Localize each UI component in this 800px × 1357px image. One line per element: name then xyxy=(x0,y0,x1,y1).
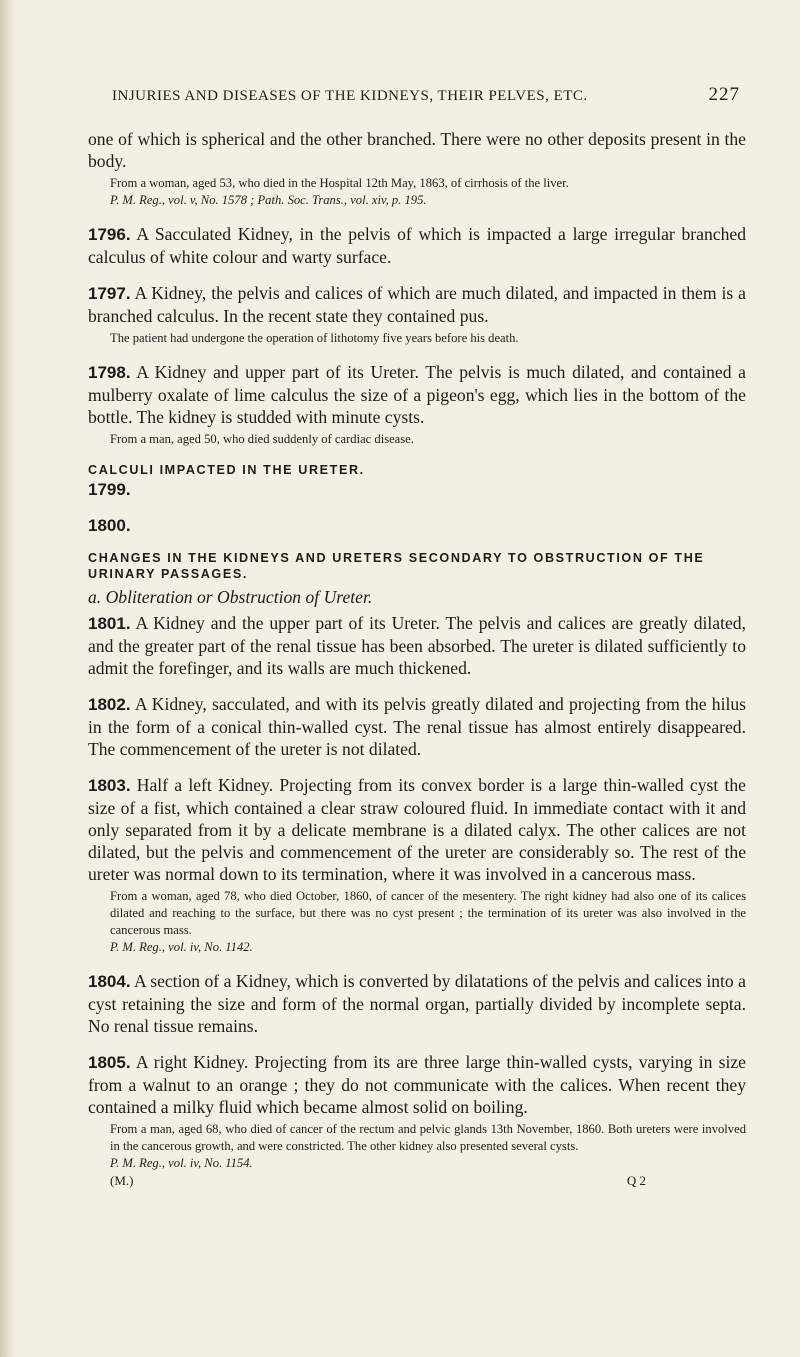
entry-number: 1805. xyxy=(88,1053,131,1072)
entry-1800-number: 1800. xyxy=(88,516,131,535)
entry-1804 xyxy=(88,970,746,1037)
entry-number: 1798. xyxy=(88,363,131,382)
intro-note xyxy=(88,175,746,209)
running-title: INJURIES AND DISEASES OF THE KIDNEYS, THEIR PELVES, ETC. xyxy=(112,88,588,104)
entry-note-reference: P. M. Reg., vol. iv, No. 1154. xyxy=(110,1156,253,1170)
entry-number: 1802. xyxy=(88,695,131,714)
entry-text: A right Kidney. Projecting from its are three large thin-walled cysts, varying in size from a walnut to an orange ; they do not communicate with the calices. When recent they contained a milky fluid which became almost solid on boiling. xyxy=(88,1052,746,1117)
entry-1798 xyxy=(88,361,746,448)
section-heading-calculi: CALCULI IMPACTED IN THE URETER. xyxy=(88,463,365,477)
page-number: 227 xyxy=(708,84,740,105)
entry-note-text: From a woman, aged 78, who died October, 1860, of cancer of the mesentery. The right kidney had also one of its calices dilated and reaching to the surface, but there was no cyst present ; the termination of its ureter was also involved in the cancerous mass. xyxy=(110,889,746,937)
signature-line xyxy=(88,1173,746,1189)
entry-1803 xyxy=(88,774,746,956)
entry-note: From a man, aged 50, who died suddenly of cardiac disease. xyxy=(110,432,414,446)
signature-mark: (M.) xyxy=(110,1173,134,1188)
entry-note-reference: P. M. Reg., vol. iv, No. 1142. xyxy=(110,940,253,954)
intro-note-reference: P. M. Reg., vol. v, No. 1578 ; Path. Soc. Trans., vol. xiv, p. 195. xyxy=(110,193,427,207)
entry-text: A Kidney and upper part of its Ureter. The pelvis is much dilated, and contained a mulberry oxalate of lime calculus the size of a pigeon's egg, which lies in the bottom of the bottle. The kidney is studded with minute cysts. xyxy=(88,362,746,427)
entry-1801 xyxy=(88,612,746,679)
intro-paragraph: one of which is spherical and the other branched. There were no other deposits present in the body. xyxy=(88,129,746,171)
entry-number: 1797. xyxy=(88,284,131,303)
section-heading-changes: CHANGES IN THE KIDNEYS AND URETERS SECONDARY TO OBSTRUCTION OF THE URINARY PASSAGES. xyxy=(88,551,705,581)
entry-1805 xyxy=(88,1051,746,1189)
intro-note-text: From a woman, aged 53, who died in the Hospital 12th May, 1863, of cirrhosis of the liver. xyxy=(110,176,569,190)
entry-number: 1796. xyxy=(88,225,131,244)
entry-note xyxy=(88,888,746,956)
entry-note-text: From a man, aged 68, who died of cancer of the rectum and pelvic glands 13th November, 1860. Both ureters were involved in the cancerous growth, and were constricted. The other kidney also presented several cysts. xyxy=(110,1122,746,1153)
entry-1802 xyxy=(88,693,746,760)
signature-gathering: Q 2 xyxy=(626,1173,646,1188)
entry-text: Half a left Kidney. Projecting from its convex border is a large thin-walled cyst the size of a fist, which contained a clear straw coloured fluid. In immediate contact with it and only separated from it by a delicate membrane is a dilated calyx. The other calices are not dilated, but the pelvis and commencement of the ureter are considerably so. The rest of the ureter was normal down to its termination, where it was involved in a cancerous mass. xyxy=(88,775,746,884)
entry-number: 1804. xyxy=(88,972,131,991)
running-header xyxy=(112,84,740,106)
page-body xyxy=(88,128,746,1189)
entry-1797 xyxy=(88,282,746,347)
entry-note: The patient had undergone the operation of lithotomy five years before his death. xyxy=(110,331,519,345)
entry-number: 1801. xyxy=(88,614,131,633)
entry-1796 xyxy=(88,223,746,268)
entry-text: A Kidney, sacculated, and with its pelvis greatly dilated and projecting from the hilus in the form of a conical thin-walled cyst. The renal tissue has almost entirely disappeared. The commencement of the ureter is not dilated. xyxy=(88,694,746,759)
page-spine-shadow xyxy=(0,0,16,1357)
entry-text: A Kidney and the upper part of its Ureter. The pelvis and calices are greatly dilated, and the greater part of the renal tissue has been absorbed. The ureter is dilated sufficiently to admit the forefinger, and its walls are much thickened. xyxy=(88,613,746,678)
entry-number: 1803. xyxy=(88,776,131,795)
entry-text: A Kidney, the pelvis and calices of which are much dilated, and impacted in them is a branched calculus. In the recent state they contained pus. xyxy=(88,283,746,326)
subsection-heading: a. Obliteration or Obstruction of Ureter. xyxy=(88,587,373,607)
entry-text: A section of a Kidney, which is converted by dilatations of the pelvis and calices into a cyst retaining the size and form of the normal organ, partially divided by incomplete septa. No renal tissue remains. xyxy=(88,971,746,1036)
entry-note xyxy=(88,1121,746,1172)
entry-text: A Sacculated Kidney, in the pelvis of which is impacted a large irregular branched calculus of white colour and warty surface. xyxy=(88,224,746,267)
entry-1799-number: 1799. xyxy=(88,480,131,499)
